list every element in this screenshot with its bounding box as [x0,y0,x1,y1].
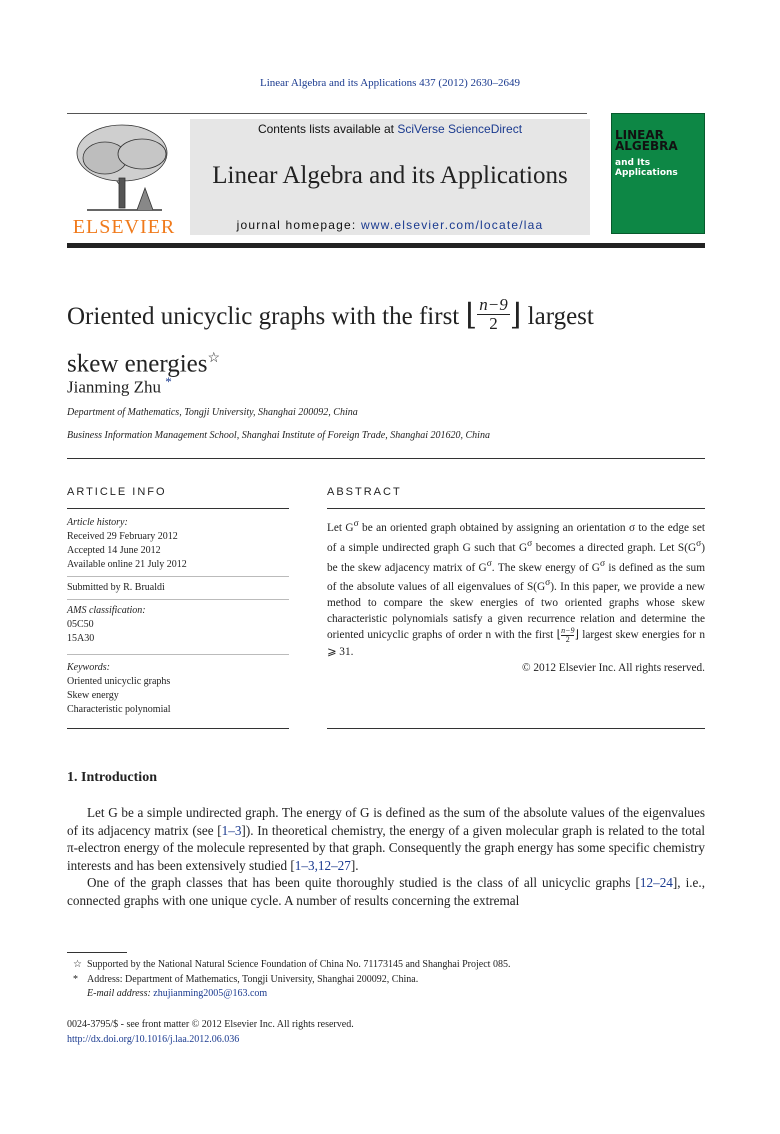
title-footnote-star[interactable]: ☆ [207,350,221,366]
elsevier-logo[interactable] [67,118,182,236]
abstract-bottom-rule [327,728,705,729]
info-divider-1 [67,576,289,577]
article-info-bottom-rule [67,728,289,729]
footnotes [73,958,510,1002]
info-divider-3 [67,654,289,655]
journal-homepage: journal homepage: www.elsevier.com/locate/laa [236,218,544,232]
footnote-rule [67,952,127,953]
abstract-text: Let $G^\sigma$ be an oriented graph obtained by assigning an orientation σ to the edge set of a simple undirected graph G such that $G^\sigma$ becomes a directed graph. Let $S(G^\sigma)$ be the skew adjacency matrix of $G^\sigma$. The skew energy of $G^\sigma$ is defined as the sum of the absolute values of all eigenvalues of $S(G^\sigma)$. In this paper, we provide a new method to compare the skew energies of two oriented graphs whose skew characteristic polynomials satisfy a given recurrence relation and determine the oriented unicyclic graphs of order n with the first ⌊ $\frac{n-9}{2}⌋$ largest skew energies for n ⩾ 31. © 2012 Elsevier Inc. All rights reserved. [327,519,706,675]
footnote-funding: ☆ Supported by the National Natural Science Foundation of China No. 71173145 and Shanghai Project 085. [73,959,511,970]
intro-paragraph-2: One of the graph classes that has been quite thoroughly studied is the class of all unicyclic graphs [12–24], i.e., connected graphs with one unique cycle. A number of results concerning the extremal [67,875,705,908]
ref-link-2[interactable]: 1–3,12–27 [294,857,351,873]
contents-line: Contents lists available at SciVerse ScienceDirect [257,122,523,136]
introduction-heading: 1. Introduction [67,770,157,785]
elsevier-tree-icon [67,118,182,236]
journal-cover-thumbnail[interactable] [611,113,705,234]
ref-link-3[interactable]: 12–24 [639,875,673,891]
footnote-email: E-mail address: zhujianming2005@163.com [87,988,268,999]
journal-title: Linear Algebra and its Applications [212,162,568,189]
header-top-rule [67,113,587,114]
affiliation-2: Business Information Management School, Shanghai Institute of Foreign Trade, Shanghai 201620, China [67,430,490,441]
abstract-rule [327,508,705,509]
sciencedirect-link[interactable]: SciVerse ScienceDirect [397,122,523,136]
info-divider-2 [67,599,289,600]
author-name: Jianming Zhu * [67,374,172,397]
footnote-address: * Address: Department of Mathematics, Tongji University, Shanghai 200092, China. [73,973,419,985]
journal-citation[interactable]: Linear Algebra and its Applications 437 (2012) 2630–2649 [260,77,520,89]
cover-title: LINEAR ALGEBRA [615,128,678,153]
publisher-name: ELSEVIER [72,216,176,236]
doi-link[interactable]: http://dx.doi.org/10.1016/j.laa.2012.06.036 [67,1033,240,1045]
introduction-body [67,804,705,910]
article-title: Oriented unicyclic graphs with the first ⌊ $\frac{n-9}{2}$ ⌋ largest skew energies☆ [67,295,594,378]
affiliation-rule [67,458,705,459]
email-link[interactable]: zhujianming2005@163.com [153,988,268,999]
submitted-by: Submitted by R. Brualdi [67,582,165,593]
keywords: Keywords: Oriented unicyclic graphs Skew energy Characteristic polynomial [67,662,171,715]
author-footnote-mark[interactable]: * [165,374,172,389]
abstract-copyright: © 2012 Elsevier Inc. All rights reserved. [521,662,705,675]
abstract-heading: ABSTRACT [327,486,402,498]
ref-link-1[interactable]: 1–3 [221,822,242,838]
front-matter [67,1018,354,1047]
issn-line: 0024-3795/$ - see front matter © 2012 Elsevier Inc. All rights reserved. [67,1019,354,1030]
title-floor-fraction: ⌊ $\frac{n-9}{2}$ ⌋ [465,295,522,334]
article-history: Article history: Received 29 February 2012 Accepted 14 June 2012 Available online 21 July 2012 [67,517,187,570]
cover-subtitle: and Its Applications [615,158,678,178]
intro-paragraph-1: Let G be a simple undirected graph. The energy of G is defined as the sum of the absolute values of the eigenvalues of its adjacency matrix (see [1–3]). In theoretical chemistry, the energy of a given molecular graph is related to the total π-electron energy of the molecule represented by that graph. Consequently the graph energy has some specific chemistry interests and has been extensively studied [1–3,12–27]. [67,805,705,873]
article-info-heading: ARTICLE INFO [67,486,167,498]
ams-classification: AMS classification: 05C50 15A30 [67,605,146,644]
header-thick-rule [67,243,705,248]
affiliation-1: Department of Mathematics, Tongji University, Shanghai 200092, China [67,407,358,418]
homepage-link[interactable]: www.elsevier.com/locate/laa [360,218,544,232]
article-info-rule [67,508,289,509]
